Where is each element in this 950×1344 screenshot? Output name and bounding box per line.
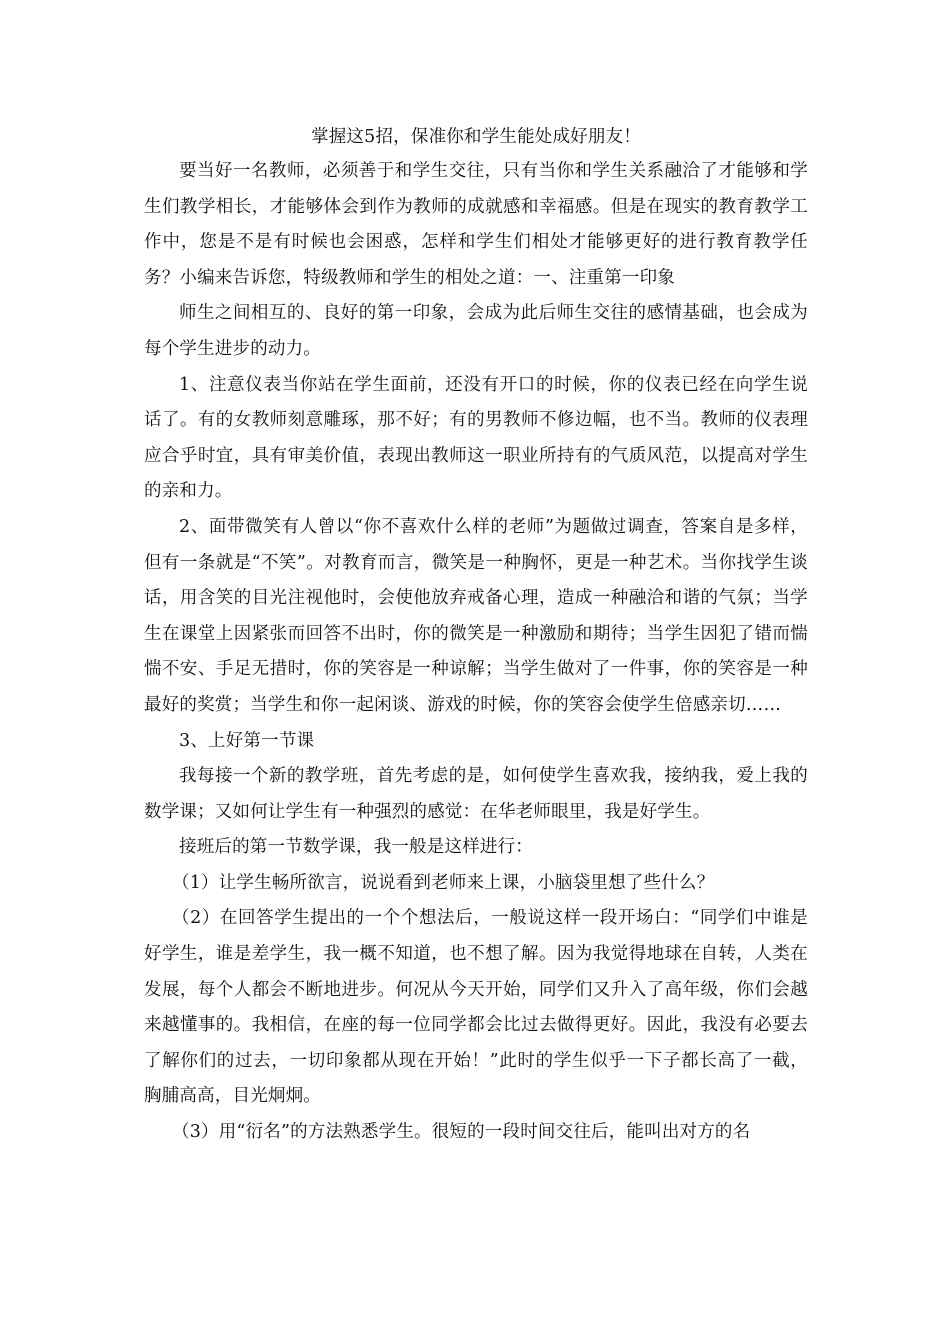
document-title: 掌握这5招，保准你和学生能处成好朋友！ [311, 127, 641, 147]
paragraph-first-impression: 师生之间相互的、良好的第一印象，会成为此后师生交往的感情基础，也会成为每个学生进步的动力。 [144, 303, 808, 359]
list-item-1: （1）让学生畅所欲言，说说看到老师来上课，小脑袋里想了些什么？ [172, 872, 715, 893]
paragraph-smile: 2、面带微笑有人曾以“你不喜欢什么样的老师”为题做过调查，答案自是多样，但有一条就是“不笑”。对教育而言，微笑是一种胸怀，更是一种艺术。当你找学生谈话，用含笑的目光注视他时，会使他放弃戒备心理，造成一种融洽和谐的气氛；当学生在课堂上因紧张而回答不出时，你的微笑是一种激励和期待；当学生因犯了错而惴惴不安、手足无措时，你的笑容是一种谅解；当学生做对了一件事，你的笑容是一种最好的奖赏；当学生和你一起闲谈、游戏的时候，你的笑容会使学生倍感亲切…… [144, 516, 808, 715]
paragraph-first-lesson: 接班后的第一节数学课，我一般是这样进行： [179, 837, 533, 858]
paragraph-new-class: 我每接一个新的教学班，首先考虑的是，如何使学生喜欢我，接纳我，爱上我的数学课；又如何让学生有一种强烈的感觉：在华老师眼里，我是好学生。 [144, 766, 808, 822]
list-item-2: （2）在回答学生提出的一个个想法后，一般说这样一段开场白：“同学们中谁是好学生，谁是差学生，我一概不知道，也不想了解。因为我觉得地球在自转，人类在发展，每个人都会不断地进步。何况从今天开始，同学们又升入了高年级，你们会越来越懂事的。我相信，在座的每一位同学都会比过去做得更好。因此，我没有必要去了解你们的过去，一切印象都从现在开始！”此时的学生似乎一下子都长高了一截，胸脯高高，目光炯炯。 [144, 908, 808, 1107]
section-heading-first-class: 3、上好第一节课 [179, 730, 315, 751]
list-item-3: （3）用“衍名”的方法熟悉学生。很短的一段时间交往后，能叫出对方的名 [172, 1122, 751, 1143]
paragraph-appearance: 1、注意仪表当你站在学生面前，还没有开口的时候，你的仪表已经在向学生说话了。有的女教师刻意雕琢，那不好；有的男教师不修边幅，也不当。教师的仪表理应合乎时宜，具有审美价值，表现出教师这一职业所持有的气质风范，以提高对学生的亲和力。 [144, 374, 808, 502]
document-body [144, 120, 808, 1151]
paragraph-intro: 要当好一名教师，必须善于和学生交往，只有当你和学生关系融洽了才能够和学生们教学相长，才能够体会到作为教师的成就感和幸福感。但是在现实的教育教学工作中，您是不是有时候也会困惑，怎样和学生们相处才能够更好的进行教育教学任务？小编来告诉您，特级教师和学生的相处之道：一、注重第一印象 [144, 161, 808, 288]
